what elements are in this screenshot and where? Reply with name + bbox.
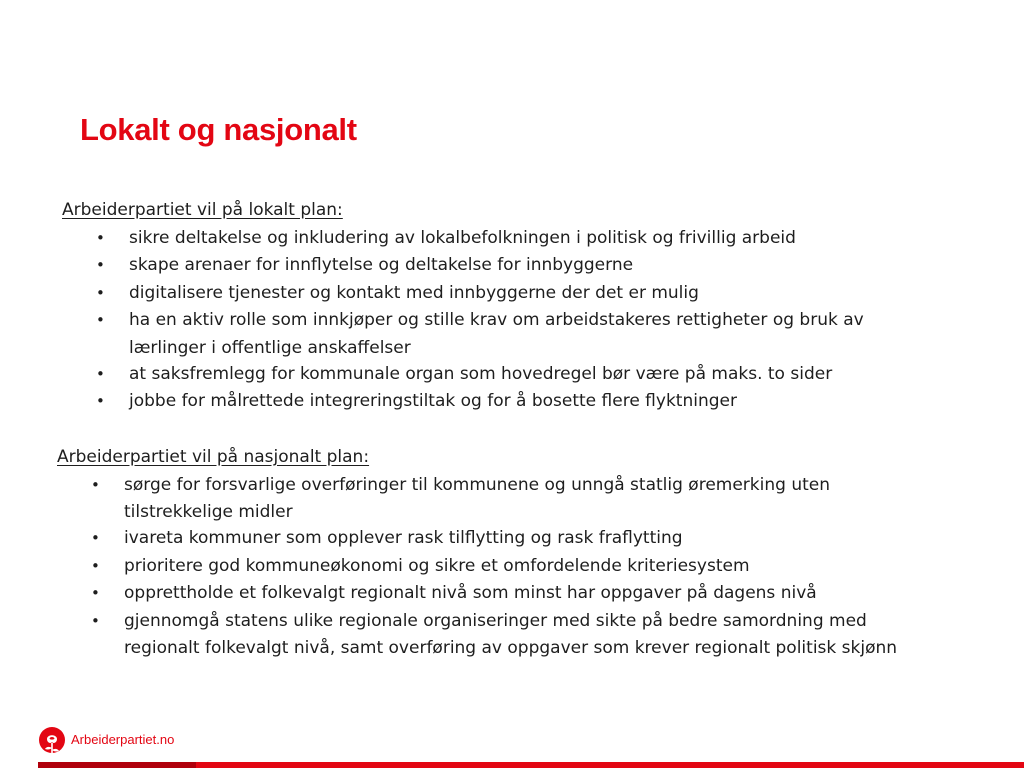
section-heading-national: Arbeiderpartiet vil på nasjonalt plan:	[57, 447, 370, 467]
slide-title: Lokalt og nasjonalt	[80, 112, 357, 147]
bullet-icon: •	[91, 584, 100, 603]
list-item	[57, 525, 897, 552]
bullet-list-local	[62, 225, 864, 415]
bullet-icon: •	[91, 476, 100, 494]
list-item-text: jobbe for målrettede integreringstiltak og for å bosette flere flyktninger	[129, 391, 737, 412]
bullet-icon: •	[96, 283, 105, 302]
bullet-icon: •	[96, 311, 105, 330]
list-item	[57, 472, 897, 525]
list-item-text: opprettholde et folkevalgt regionalt nivå som minst har oppgaver på dagens nivå	[124, 583, 817, 604]
footer-bar-accent	[38, 762, 196, 768]
list-item	[62, 280, 864, 307]
bullet-icon: •	[91, 556, 100, 575]
list-item-text: at saksfremlegg for kommunale organ som hovedregel bør være på maks. to sider	[129, 363, 833, 384]
list-item-text: sikre deltakelse og inkludering av lokalbefolkningen i politisk og frivillig arbeid	[129, 228, 796, 248]
rose-logo-icon	[38, 726, 66, 756]
bullet-icon: •	[96, 256, 105, 275]
bullet-icon: •	[96, 364, 105, 383]
list-item	[57, 608, 897, 661]
list-item-text: prioritere god kommuneøkonomi og sikre et omfordelende kriteriesystem	[124, 555, 750, 576]
list-item-text-continued: tilstrekkelige midler	[124, 502, 293, 523]
list-item	[62, 361, 864, 388]
list-item-text-continued: regionalt folkevalgt nivå, samt overføring av oppgaver som krever regionalt politisk skjønn	[124, 638, 898, 659]
list-item-text: gjennomgå statens ulike regionale organiseringer med sikte på bedre samordning med	[124, 610, 867, 631]
footer-link[interactable]: Arbeiderpartiet.no	[71, 732, 175, 747]
list-item-text: ha en aktiv rolle som innkjøper og stille krav om arbeidstakeres rettigheter og bruk av	[129, 310, 864, 331]
list-item-text: sørge for forsvarlige overføringer til kommunene og unngå statlig øremerking uten	[124, 475, 830, 495]
section-heading-local: Arbeiderpartiet vil på lokalt plan:	[62, 200, 343, 220]
bullet-icon: •	[96, 229, 105, 247]
list-item-text: skape arenaer for innflytelse og deltakelse for innbyggerne	[129, 255, 634, 276]
bullet-list-national	[57, 472, 897, 661]
list-item-text-continued: lærlinger i offentlige anskaffelser	[129, 337, 411, 358]
bullet-icon: •	[91, 529, 100, 548]
list-item	[62, 388, 864, 415]
list-item	[57, 553, 897, 580]
list-item	[62, 252, 864, 279]
list-item-text: digitalisere tjenester og kontakt med innbyggerne der det er mulig	[129, 282, 699, 303]
list-item-text: ivareta kommuner som opplever rask tilflytting og rask fraflytting	[124, 528, 683, 549]
bullet-icon: •	[91, 611, 100, 630]
section-national	[57, 445, 897, 661]
list-item	[62, 307, 864, 360]
section-local	[62, 198, 864, 415]
bullet-icon: •	[96, 392, 105, 411]
list-item	[62, 225, 864, 252]
list-item	[57, 580, 897, 607]
